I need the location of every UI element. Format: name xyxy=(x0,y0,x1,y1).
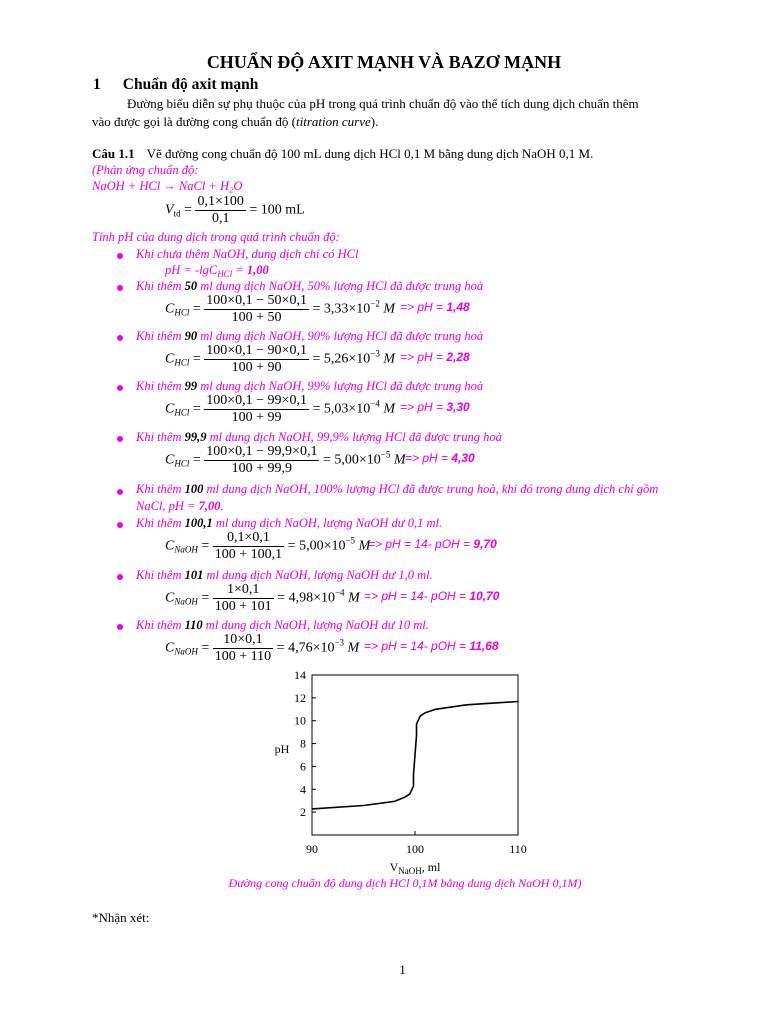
conc-numerator: 100×0,1 − 90×0,1 xyxy=(206,343,307,358)
bullet xyxy=(117,385,123,391)
step-pre: Khi thêm xyxy=(136,329,185,343)
conc-exponent: −5 xyxy=(380,449,391,460)
question-text: Vẽ đường cong chuẩn độ 100 mL dung dịch HCl 0,1 M bằng dung dịch NaOH 0,1 M. xyxy=(146,146,594,161)
titration-chart xyxy=(270,665,540,875)
ph-value: 1,48 xyxy=(446,300,470,314)
conc-fraction xyxy=(204,293,309,326)
conc-denominator: 100 + 99,9 xyxy=(231,461,293,476)
x-tick-label: 110 xyxy=(509,842,527,856)
page-title: CHUẨN ĐỘ AXIT MẠNH VÀ BAZƠ MẠNH xyxy=(206,52,562,72)
step-pre: Khi thêm xyxy=(136,618,185,632)
step-3-formula: $C_{HCl}$ = $\frac{100\times 0,1 - 99\times 0,1}{100 + 99}$ = $5,03\times 10^{-4}$ M xyxy=(165,393,396,425)
conc-exponent: −2 xyxy=(370,298,380,309)
conc-unit: M xyxy=(344,590,360,606)
ph-value: 2,28 xyxy=(446,350,470,364)
ph-label: => pH = 14- pOH = xyxy=(364,639,470,653)
section-number: 1 xyxy=(93,76,101,93)
bullet xyxy=(117,522,123,528)
ph-label: => pH = 14- pOH = xyxy=(368,537,474,551)
ph-value: 4,30 xyxy=(451,451,475,465)
y-tick-label: 12 xyxy=(294,690,306,705)
conc-sub: HCl xyxy=(174,357,190,368)
conc-exponent: −4 xyxy=(334,587,345,598)
ph-value: 11,68 xyxy=(469,639,499,653)
x-label-unit: , ml xyxy=(421,860,441,874)
conc-denominator: 100 + 101 xyxy=(214,599,272,614)
conc-value: 3,33×10 xyxy=(323,301,371,317)
ph-label: => pH = 14- pOH = xyxy=(364,589,470,603)
conc-unit: M xyxy=(355,538,371,554)
step-2-result xyxy=(400,350,470,364)
conc-fraction xyxy=(204,343,309,376)
step-6-result xyxy=(368,537,497,551)
conc-exponent: −5 xyxy=(345,535,356,546)
step-pre: Khi thêm xyxy=(136,430,185,444)
vtd-sub: td xyxy=(173,208,181,219)
step-0-text: Khi chưa thêm NaOH, dung dịch chỉ có HCl xyxy=(136,247,359,261)
conc-value: 5,03×10 xyxy=(323,401,371,417)
step-post: ml dung dịch NaOH, 99,9% lượng HCl đã được trung hoà xyxy=(206,430,502,444)
conc-fraction xyxy=(213,632,273,665)
chart-caption: Đường cong chuẩn độ dung dịch HCl 0,1M bằng dung dịch NaOH 0,1M) xyxy=(228,876,582,890)
conc-denominator: 100 + 90 xyxy=(231,360,282,375)
bullet xyxy=(117,624,123,630)
intro-term: titration curve xyxy=(296,114,371,129)
ph-formula-sub: HCl xyxy=(217,269,233,279)
conc-numerator: 0,1×0,1 xyxy=(213,530,284,547)
step-pre: Khi thêm xyxy=(136,379,185,393)
step-volume: 99,9 xyxy=(184,430,207,444)
vtd-denominator: 0,1 xyxy=(211,211,230,226)
step-2-text xyxy=(136,329,483,344)
y-tick-label: 6 xyxy=(300,759,306,774)
conc-sub: NaOH xyxy=(174,596,198,607)
conc-exponent: −3 xyxy=(370,348,380,359)
step-5-post: ml dung dịch NaOH, 100% lượng HCl đã được trung hoà, khi đó trong dung dịch chỉ gồm xyxy=(203,482,659,496)
step-post: ml dung dịch NaOH, 90% lượng HCl đã được trung hoà xyxy=(197,329,484,343)
step-1-text xyxy=(136,279,483,294)
x-axis-label xyxy=(390,860,442,875)
bullet xyxy=(117,285,123,291)
conc-denominator: 100 + 100,1 xyxy=(214,547,283,562)
ph-value: 3,30 xyxy=(446,400,470,414)
bullet xyxy=(117,436,123,442)
ph-equals: = xyxy=(232,263,247,277)
vtd-result: = 100 mL xyxy=(249,202,305,218)
conc-numerator: 100×0,1 − 99,9×0,1 xyxy=(206,444,318,459)
step-6-text xyxy=(136,516,442,531)
step-1-result xyxy=(400,300,470,314)
step-5-volume: 100 xyxy=(184,482,204,496)
conc-symbol: C xyxy=(165,401,175,417)
titration-curve xyxy=(312,702,518,809)
conc-value: 5,00×10 xyxy=(334,452,381,468)
step-pre: Khi thêm xyxy=(136,516,185,530)
step-post: ml dung dịch NaOH, lượng NaOH dư 0,1 ml. xyxy=(212,516,443,530)
conc-symbol: C xyxy=(165,301,175,317)
step-6-formula: $C_{NaOH}$ = $\frac{0,1\times 0,1}{100 + 100,1}$ = $5,00\times 10^{-5}$ M xyxy=(165,530,371,562)
step-0-ph xyxy=(165,263,269,279)
conc-sub: HCl xyxy=(174,458,190,469)
y-tick-label: 2 xyxy=(300,805,306,820)
ph-label: => pH = xyxy=(405,451,452,465)
step-3-text xyxy=(136,379,483,394)
step-volume: 50 xyxy=(184,279,198,293)
conc-symbol: C xyxy=(165,351,175,367)
conc-value: 4,76×10 xyxy=(288,640,335,656)
x-label-symbol: V xyxy=(389,860,399,874)
step-5-text xyxy=(136,482,742,497)
step-7-formula: $C_{NaOH}$ = $\frac{1\times 0,1}{100 + 101}$ = $4,98\times 10^{-4}$ M xyxy=(165,582,360,614)
step-post: ml dung dịch NaOH, lượng NaOH dư 1,0 ml. xyxy=(203,568,433,582)
step-volume: 90 xyxy=(184,329,198,343)
step-4-text xyxy=(136,430,502,445)
intro-text: vào được gọi là đường cong chuẩn độ ( xyxy=(92,114,297,129)
step-post: ml dung dịch NaOH, 99% lượng HCl đã được trung hoà xyxy=(197,379,484,393)
step-post: ml dung dịch NaOH, lượng NaOH dư 10 ml. xyxy=(202,618,429,632)
step-5-end: . xyxy=(220,499,224,513)
conc-unit: M xyxy=(344,640,360,656)
x-tick-label: 100 xyxy=(406,842,424,856)
step-volume: 100,1 xyxy=(184,516,213,530)
step-8-result xyxy=(364,639,499,653)
conc-fraction xyxy=(204,444,319,477)
reaction-equation: NaOH + HCl → NaCl + H₂O xyxy=(92,179,243,193)
step-7-text xyxy=(136,568,433,583)
step-8-formula: $C_{NaOH}$ = $\frac{10\times 0,1}{100 + 110}$ = $4,76\times 10^{-3}$ M xyxy=(165,632,360,664)
y-tick-label: 10 xyxy=(294,713,306,728)
reaction-label: (Phản ứng chuẩn độ: xyxy=(92,163,199,177)
bullet xyxy=(117,253,123,259)
conc-fraction xyxy=(213,530,284,563)
conc-value: 5,00×10 xyxy=(299,538,346,554)
conc-symbol: C xyxy=(165,590,175,606)
conc-fraction xyxy=(204,393,309,426)
step-5-ph: 7,00 xyxy=(198,499,221,513)
ph-intro: Tính pH của dung dịch trong quá trình chuẩn độ: xyxy=(92,230,340,244)
conc-numerator: 100×0,1 − 50×0,1 xyxy=(206,293,307,308)
x-tick-label: 90 xyxy=(306,842,318,856)
bullet xyxy=(117,489,123,495)
vtd-equation: $V_{td}$ = $\frac{0,1\times 100}{0,1}$ = 100 mL xyxy=(165,194,305,226)
step-2-formula: $C_{HCl}$ = $\frac{100\times 0,1 - 90\times 0,1}{100 + 90}$ = $5,26\times 10^{-3}$ M xyxy=(165,343,396,375)
step-volume: 99 xyxy=(184,379,198,393)
step-5-pre: Khi thêm xyxy=(136,482,185,496)
conc-unit: M xyxy=(379,301,396,317)
remark: *Nhận xét: xyxy=(92,910,150,925)
page-number: 1 xyxy=(399,962,406,977)
conc-value: 5,26×10 xyxy=(323,351,371,367)
conc-unit: M xyxy=(379,401,396,417)
question-label: Câu 1.1 xyxy=(92,146,135,161)
conc-unit: M xyxy=(379,351,396,367)
step-8-text xyxy=(136,618,429,633)
ph-formula: pH = -lgC xyxy=(165,263,218,277)
question xyxy=(92,146,593,162)
vtd-symbol: V xyxy=(165,202,174,218)
conc-numerator: 100×0,1 − 99×0,1 xyxy=(206,393,307,408)
ph-label: => pH = xyxy=(400,400,447,414)
step-1-formula: $C_{HCl}$ = $\frac{100\times 0,1 - 50\times 0,1}{100 + 50}$ = $3,33\times 10^{-2}$ M xyxy=(165,293,396,325)
conc-unit: M xyxy=(390,452,406,468)
conc-fraction xyxy=(213,582,274,615)
section-heading xyxy=(93,76,258,94)
ph-value: 9,70 xyxy=(473,537,497,551)
step-volume: 110 xyxy=(184,618,203,632)
y-axis-label: pH xyxy=(274,742,290,756)
conc-symbol: C xyxy=(165,538,175,554)
intro-text-end: ). xyxy=(370,114,379,129)
ph-label: => pH = xyxy=(400,350,447,364)
step-5-line2 xyxy=(136,499,224,514)
conc-sub: NaOH xyxy=(174,544,198,555)
vtd-fraction xyxy=(195,194,245,227)
conc-symbol: C xyxy=(165,452,175,468)
section-title: Chuẩn độ axit mạnh xyxy=(122,76,259,93)
step-pre: Khi thêm xyxy=(136,279,185,293)
conc-sub: HCl xyxy=(174,307,190,318)
bullet xyxy=(117,335,123,341)
bullet xyxy=(117,574,123,580)
ph-value: 1,00 xyxy=(246,263,269,277)
ph-value: 10,70 xyxy=(469,589,500,603)
conc-sub: NaOH xyxy=(174,646,198,657)
y-tick-label: 4 xyxy=(300,782,306,797)
conc-exponent: −4 xyxy=(370,398,380,409)
ph-label: => pH = xyxy=(400,300,447,314)
x-label-sub: NaOH xyxy=(398,866,422,875)
conc-sub: HCl xyxy=(174,407,190,418)
conc-symbol: C xyxy=(165,640,175,656)
step-volume: 101 xyxy=(184,568,204,582)
conc-denominator: 100 + 50 xyxy=(231,310,282,325)
step-3-result xyxy=(400,400,470,414)
step-5-line2-text: NaCl, pH = xyxy=(136,499,199,513)
step-4-result xyxy=(405,451,475,465)
vtd-numerator: 0,1×100 xyxy=(197,194,244,209)
step-4-formula: $C_{HCl}$ = $\frac{100\times 0,1 - 99,9\times 0,1}{100 + 99,9}$ = $5,00\times 10^{-5}$ M xyxy=(165,444,406,476)
step-post: ml dung dịch NaOH, 50% lượng HCl đã được trung hoà xyxy=(197,279,484,293)
y-tick-label: 8 xyxy=(300,736,306,751)
conc-value: 4,98×10 xyxy=(288,590,335,606)
step-pre: Khi thêm xyxy=(136,568,185,582)
intro-line-2 xyxy=(92,114,378,130)
step-7-result xyxy=(364,589,499,603)
conc-denominator: 100 + 99 xyxy=(231,410,282,425)
conc-denominator: 100 + 110 xyxy=(214,649,272,664)
conc-exponent: −3 xyxy=(334,637,345,648)
intro-line-1: Đường biểu diễn sự phụ thuộc của pH trong quá trình chuẩn độ vào thể tích dung dịch chuẩn thêm xyxy=(127,96,639,111)
conc-numerator: 10×0,1 xyxy=(213,632,273,649)
conc-numerator: 1×0,1 xyxy=(213,582,274,599)
y-tick-label: 14 xyxy=(294,668,306,682)
